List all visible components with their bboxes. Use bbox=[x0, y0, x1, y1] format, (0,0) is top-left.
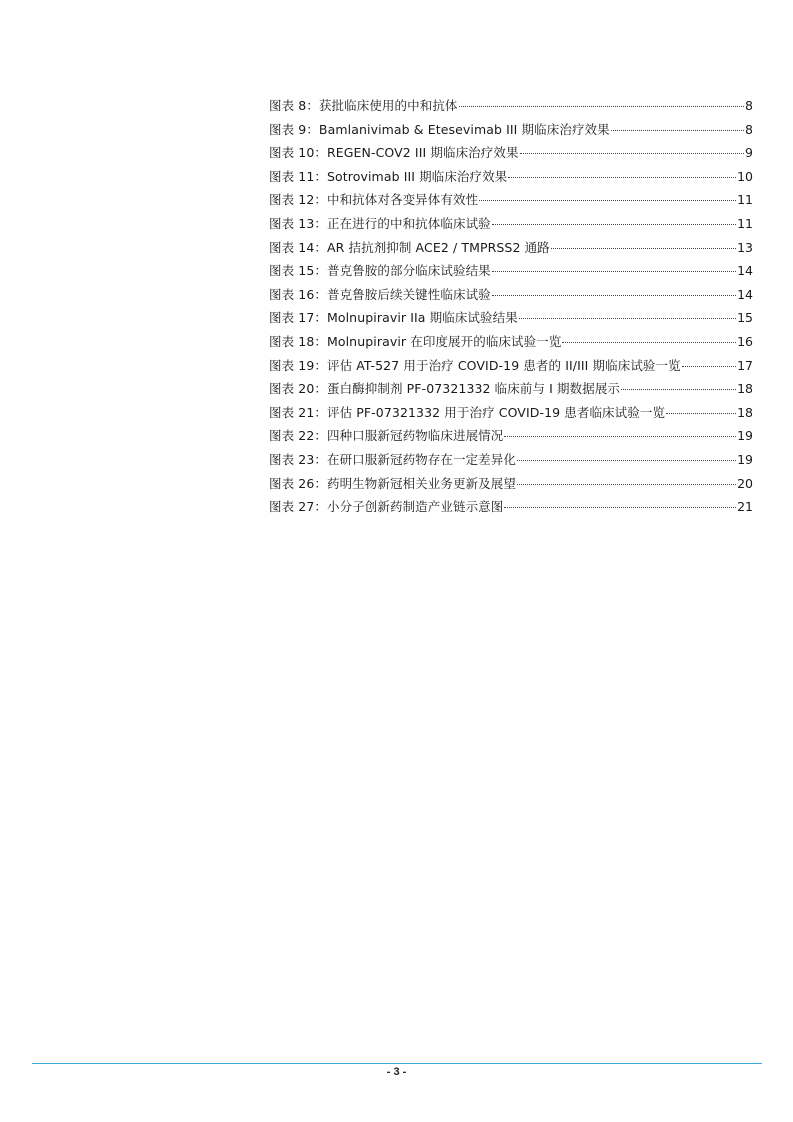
toc-leader-dots bbox=[562, 342, 736, 343]
toc-entry-page: 14 bbox=[737, 263, 753, 279]
toc-entry-label: 图表 14：AR 拮抗剂抑制 ACE2 / TMPRSS2 通路 bbox=[269, 239, 550, 255]
toc-entry[interactable] bbox=[269, 354, 753, 378]
toc-entry[interactable] bbox=[269, 212, 753, 236]
toc-entry-page: 11 bbox=[737, 215, 753, 231]
toc-entry[interactable] bbox=[269, 495, 753, 519]
toc-entry-page: 9 bbox=[745, 145, 753, 161]
toc-entry-page: 10 bbox=[737, 168, 753, 184]
toc-leader-dots bbox=[508, 177, 736, 178]
toc-entry-label: 图表 23：在研口服新冠药物存在一定差异化 bbox=[269, 451, 516, 467]
toc-entry-page: 21 bbox=[737, 499, 753, 515]
toc-entry[interactable] bbox=[269, 306, 753, 330]
toc-entry-page: 16 bbox=[737, 333, 753, 349]
toc-entry[interactable] bbox=[269, 236, 753, 260]
toc-entry-page: 15 bbox=[737, 310, 753, 326]
toc-entry-page: 19 bbox=[737, 451, 753, 467]
toc-entry[interactable] bbox=[269, 165, 753, 189]
toc-entry[interactable] bbox=[269, 424, 753, 448]
toc-entry-label: 图表 16：普克鲁胺后续关键性临床试验 bbox=[269, 286, 491, 302]
toc-entry[interactable] bbox=[269, 118, 753, 142]
toc-entry-label: 图表 15：普克鲁胺的部分临床试验结果 bbox=[269, 263, 491, 279]
toc-entry[interactable] bbox=[269, 141, 753, 165]
toc-entry[interactable] bbox=[269, 188, 753, 212]
toc-entry-label: 图表 8：获批临床使用的中和抗体 bbox=[269, 98, 458, 113]
toc-entry-page: 13 bbox=[737, 239, 753, 255]
toc-leader-dots bbox=[504, 436, 736, 437]
toc-entry[interactable] bbox=[269, 94, 753, 118]
toc-leader-dots bbox=[520, 153, 744, 154]
page-number: - 3 - bbox=[386, 1066, 407, 1078]
toc-entry-label: 图表 17：Molnupiravir IIa 期临床试验结果 bbox=[269, 310, 518, 326]
toc-entry-page: 8 bbox=[745, 121, 753, 137]
toc-entry[interactable] bbox=[269, 283, 753, 307]
toc-entry-label: 图表 20：蛋白酶抑制剂 PF-07321332 临床前与 I 期数据展示 bbox=[269, 381, 621, 397]
toc-leader-dots bbox=[492, 295, 736, 296]
toc-entry[interactable] bbox=[269, 401, 753, 425]
toc-leader-dots bbox=[611, 130, 744, 131]
footer-divider bbox=[32, 1063, 762, 1064]
toc-entry-page: 17 bbox=[737, 357, 753, 373]
toc-entry-label: 图表 9：Bamlanivimab & Etesevimab III 期临床治疗效果 bbox=[269, 121, 610, 137]
toc-entry-page: 8 bbox=[745, 98, 753, 113]
toc-entry-page: 18 bbox=[737, 404, 753, 420]
toc-entry-page: 18 bbox=[737, 381, 753, 397]
toc-entry-label: 图表 19：评估 AT-527 用于治疗 COVID-19 患者的 II/III 期临床试验一览 bbox=[269, 357, 681, 373]
toc-leader-dots bbox=[517, 460, 736, 461]
toc-entry-label: 图表 12：中和抗体对各变异体有效性 bbox=[269, 192, 479, 208]
toc-entry-label: 图表 26：药明生物新冠相关业务更新及展望 bbox=[269, 475, 516, 491]
toc-leader-dots bbox=[621, 389, 736, 390]
toc-entry-page: 19 bbox=[737, 428, 753, 444]
toc-entry-label: 图表 18：Molnupiravir 在印度展开的临床试验一览 bbox=[269, 333, 562, 349]
toc-leader-dots bbox=[492, 271, 736, 272]
toc-entry[interactable] bbox=[269, 448, 753, 472]
toc-entry-page: 14 bbox=[737, 286, 753, 302]
toc-leader-dots bbox=[519, 318, 736, 319]
toc-entry-page: 20 bbox=[737, 475, 753, 491]
toc-leader-dots bbox=[666, 413, 736, 414]
toc-leader-dots bbox=[492, 224, 736, 225]
toc-entry-label: 图表 11：Sotrovimab III 期临床治疗效果 bbox=[269, 168, 508, 184]
toc-leader-dots bbox=[517, 484, 736, 485]
toc-entry[interactable] bbox=[269, 377, 753, 401]
toc-entry-label: 图表 13：正在进行的中和抗体临床试验 bbox=[269, 215, 491, 231]
toc-leader-dots bbox=[682, 366, 736, 367]
toc-entry-page: 11 bbox=[737, 192, 753, 208]
toc-leader-dots bbox=[479, 200, 736, 201]
toc-leader-dots bbox=[551, 248, 736, 249]
toc-entry[interactable] bbox=[269, 472, 753, 496]
toc-entry-label: 图表 21：评估 PF-07321332 用于治疗 COVID-19 患者临床试验一览 bbox=[269, 404, 666, 420]
toc-entry[interactable] bbox=[269, 259, 753, 283]
toc-leader-dots bbox=[459, 106, 745, 107]
table-of-figures bbox=[269, 94, 753, 519]
toc-leader-dots bbox=[504, 507, 736, 508]
toc-entry-label: 图表 10：REGEN-COV2 III 期临床治疗效果 bbox=[269, 145, 519, 161]
toc-entry[interactable] bbox=[269, 330, 753, 354]
toc-entry-label: 图表 22：四种口服新冠药物临床进展情况 bbox=[269, 428, 504, 444]
toc-entry-label: 图表 27：小分子创新药制造产业链示意图 bbox=[269, 499, 504, 515]
